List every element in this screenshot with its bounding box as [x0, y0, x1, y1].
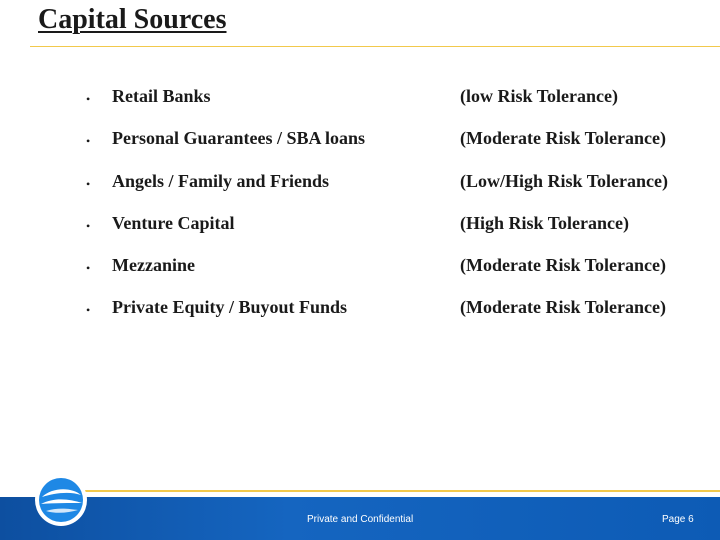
risk-tolerance: (High Risk Tolerance)	[460, 212, 630, 233]
bullet: •	[86, 303, 91, 318]
risk-tolerance: (low Risk Tolerance)	[460, 86, 619, 106]
source-label: Retail Banks	[112, 86, 211, 106]
risk-tolerance: (Moderate Risk Tolerance)	[460, 128, 666, 149]
list-item	[0, 128, 720, 170]
source-label: Angels / Family and Friends	[112, 170, 330, 191]
source-label: Private Equity / Buyout Funds	[112, 297, 348, 318]
title-divider	[30, 46, 720, 47]
confidential-label: Private and Confidential	[307, 514, 414, 525]
source-label: Mezzanine	[112, 255, 195, 276]
list-item	[0, 255, 720, 297]
source-label: Venture Capital	[112, 212, 235, 233]
bullet: •	[86, 92, 91, 106]
risk-tolerance: (Moderate Risk Tolerance)	[460, 297, 666, 318]
slide-title: Capital Sources	[38, 4, 227, 35]
logo-icon	[34, 473, 88, 527]
list-item	[0, 213, 720, 255]
page-number: Page 6	[662, 514, 694, 525]
bullet: •	[86, 134, 91, 149]
list-item	[0, 171, 720, 213]
bullet: •	[86, 176, 91, 191]
risk-tolerance: (Moderate Risk Tolerance)	[460, 255, 666, 276]
capital-sources-list	[0, 86, 720, 340]
source-label: Personal Guarantees / SBA loans	[112, 128, 366, 149]
bullet: •	[86, 261, 91, 276]
list-item	[0, 86, 720, 128]
footer-divider	[70, 490, 720, 492]
risk-tolerance: (Low/High Risk Tolerance)	[460, 170, 669, 191]
bullet: •	[86, 218, 91, 233]
list-item	[0, 297, 720, 339]
